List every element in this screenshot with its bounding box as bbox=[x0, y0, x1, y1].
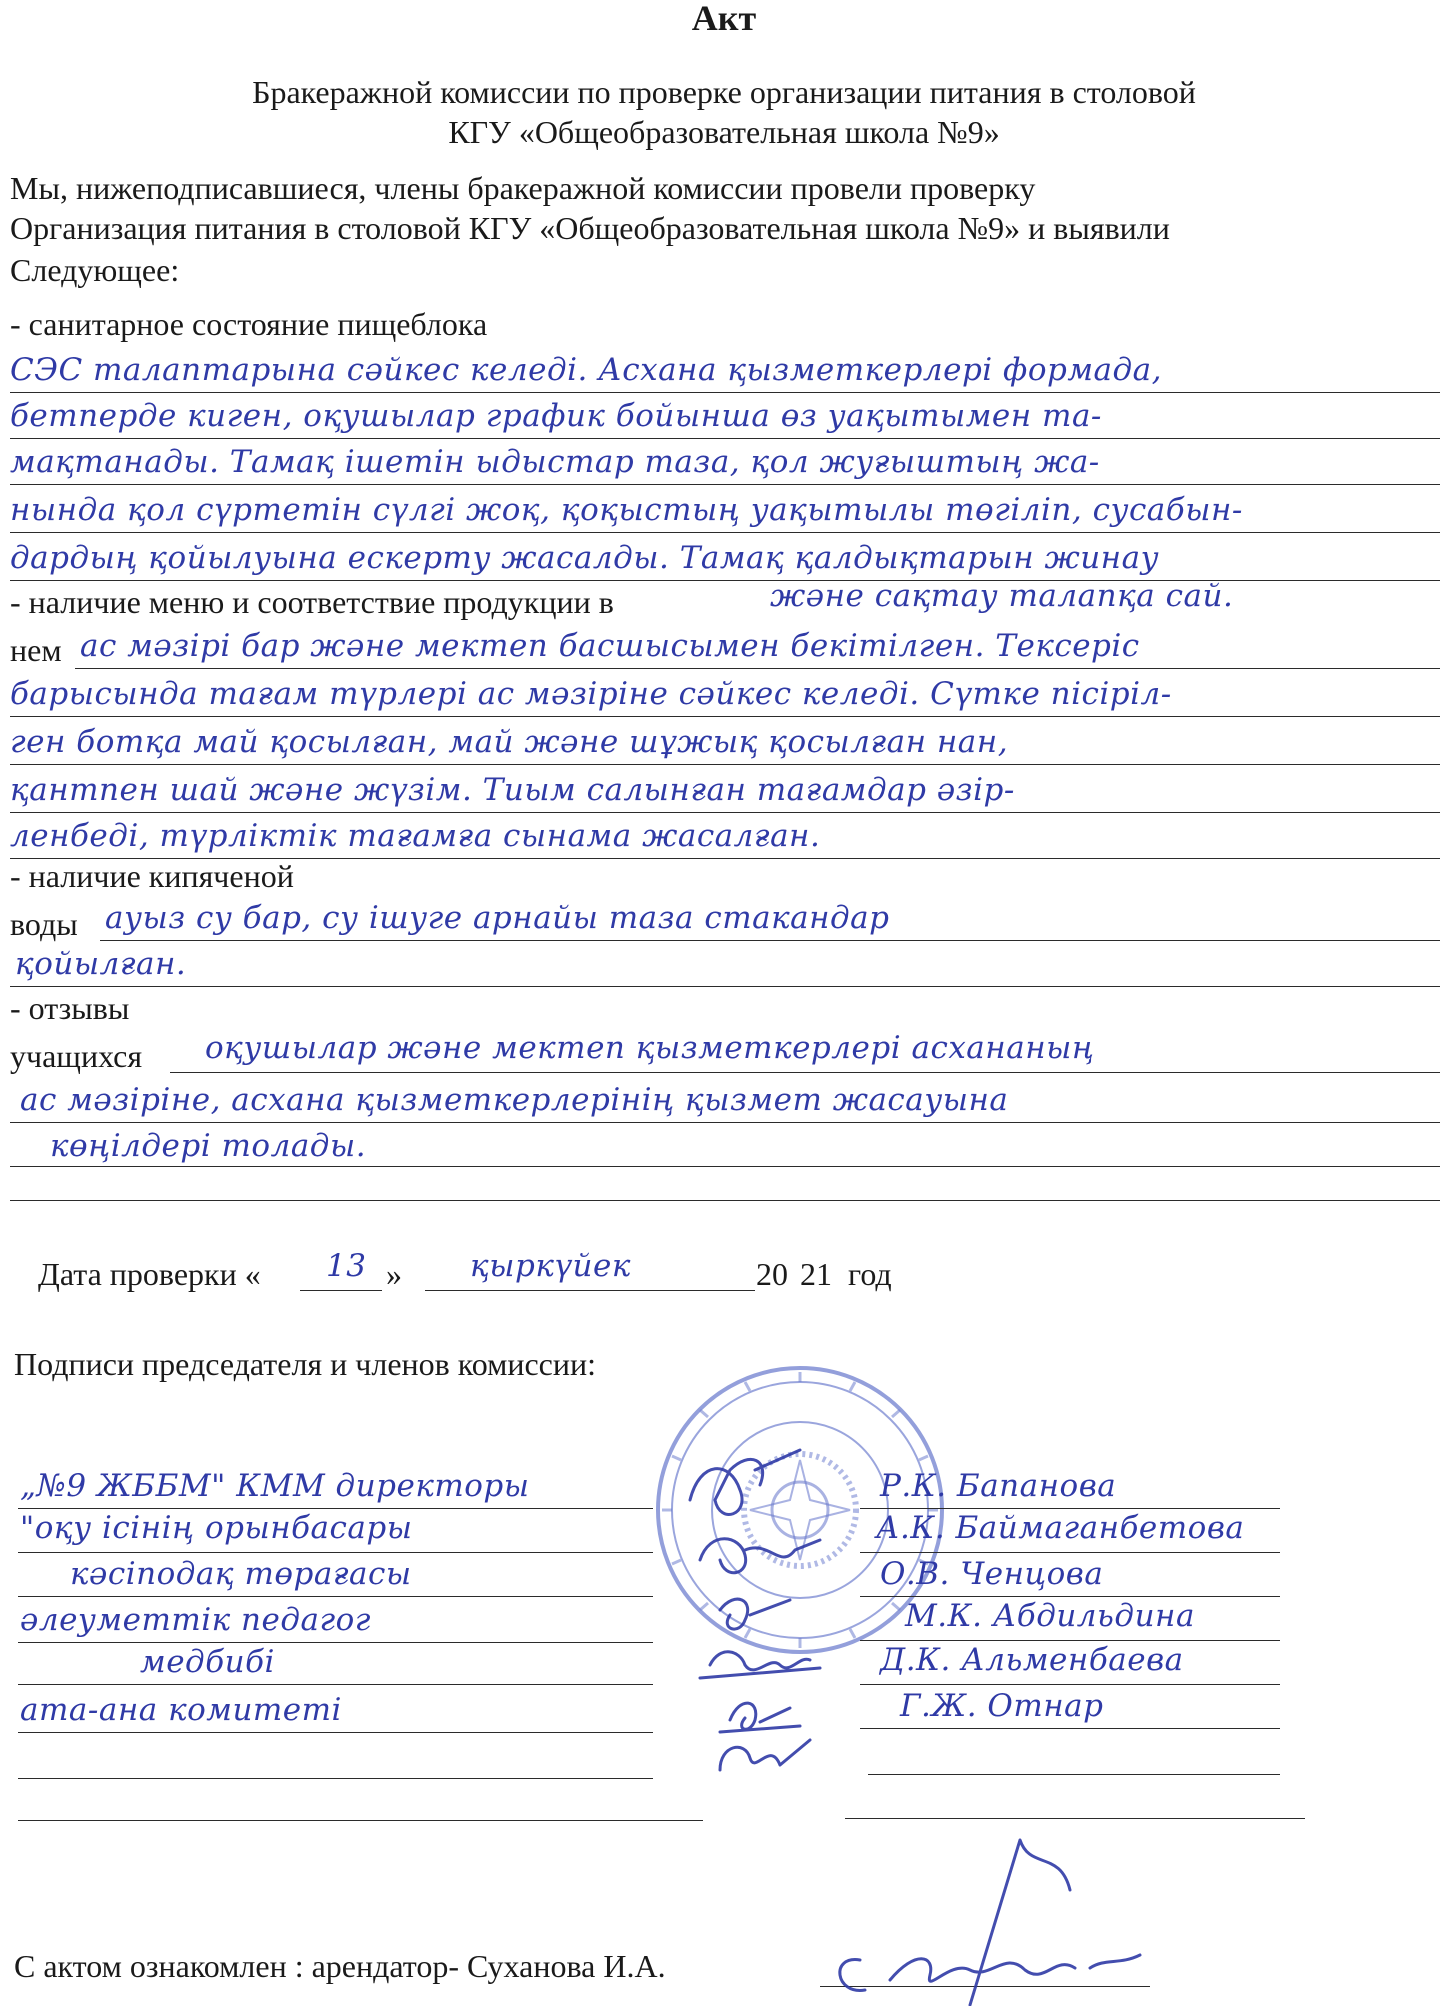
sanitary-rule bbox=[10, 484, 1440, 485]
sanitary-hand-line: СЭС талаптарына сәйкес келеді. Асхана қызметкерлері формада, bbox=[10, 352, 1162, 388]
role-rule bbox=[18, 1596, 653, 1597]
member-signature-marks bbox=[660, 1440, 880, 1780]
name-rule bbox=[868, 1774, 1280, 1775]
feedback-label-cont: учащихся bbox=[10, 1038, 143, 1074]
date-year-prefix: 20 bbox=[756, 1256, 788, 1292]
name-rule bbox=[860, 1552, 1280, 1553]
feedback-hand-line: оқушылар және мектеп қызметкерлері асхананың bbox=[205, 1030, 1095, 1066]
feedback-rule bbox=[10, 1122, 1440, 1123]
signatures-heading: Подписи председателя и членов комиссии: bbox=[14, 1346, 596, 1382]
menu-hand-line: қантпен шай және жүзім. Тиым салынған тағамдар әзір- bbox=[10, 772, 1015, 808]
menu-hand-line: ас мәзірі бар және мектеп басшысымен бекітілген. Тексеріс bbox=[80, 628, 1140, 664]
date-day-rule bbox=[300, 1290, 382, 1291]
water-label-cont: воды bbox=[10, 906, 78, 942]
menu-label: - наличие меню и соответствие продукции в bbox=[10, 584, 614, 620]
member-name: А.К. Баймаганбетова bbox=[876, 1510, 1245, 1546]
name-rule bbox=[860, 1684, 1280, 1685]
act-subtitle-line2: КГУ «Общеобразовательная школа №9» bbox=[448, 114, 1000, 150]
date-close: » bbox=[386, 1256, 402, 1292]
act-subtitle-line1: Бракеражной комиссии по проверке организации питания в столовой bbox=[252, 74, 1196, 110]
role-rule bbox=[18, 1684, 653, 1685]
menu-rule bbox=[10, 812, 1440, 813]
water-rule bbox=[10, 986, 1440, 987]
sanitary-rule bbox=[10, 532, 1440, 533]
member-name: Р.К. Бапанова bbox=[880, 1468, 1117, 1504]
feedback-rule bbox=[170, 1072, 1440, 1073]
role-rule bbox=[18, 1642, 653, 1643]
role-entry: әлеуметтік педагог bbox=[20, 1602, 371, 1638]
role-rule bbox=[18, 1732, 653, 1733]
role-entry: „№9 ЖББМ" КММ директоры bbox=[20, 1468, 530, 1504]
date-year-suffix: 21 bbox=[800, 1256, 832, 1292]
feedback-rule bbox=[10, 1166, 1440, 1167]
feedback-rule bbox=[10, 1200, 1440, 1201]
menu-hand-line: ленбеді, түрліктік тағамға сынама жасалған. bbox=[10, 818, 821, 854]
intro-line3: Следующее: bbox=[10, 252, 180, 288]
role-entry: "оқу ісінің орынбасары bbox=[20, 1510, 413, 1546]
name-rule bbox=[860, 1640, 1280, 1641]
name-rule bbox=[860, 1728, 1280, 1729]
member-name: Г.Ж. Отнар bbox=[900, 1688, 1104, 1724]
acknowledgement-label: С актом ознакомлен : арендатор- Суханова И.А. bbox=[14, 1948, 666, 1984]
date-day: 13 bbox=[326, 1248, 367, 1284]
name-rule bbox=[860, 1508, 1280, 1509]
date-month: қыркүйек bbox=[470, 1248, 631, 1284]
date-label: Дата проверки « bbox=[38, 1256, 261, 1292]
sanitary-label: - санитарное состояние пищеблока bbox=[10, 306, 488, 342]
sanitary-rule bbox=[10, 392, 1440, 393]
menu-rule bbox=[10, 716, 1440, 717]
member-name: М.К. Абдильдина bbox=[905, 1598, 1195, 1634]
sanitary-hand-line: мақтанады. Тамақ ішетін ыдыстар таза, қол жуғыштың жа- bbox=[10, 444, 1100, 480]
menu-label-cont: нем bbox=[10, 632, 62, 668]
date-month-rule bbox=[425, 1290, 755, 1291]
feedback-hand-line: көңілдері толады. bbox=[50, 1128, 367, 1164]
tenant-signature bbox=[820, 1830, 1160, 2006]
intro-line2: Организация питания в столовой КГУ «Общеобразовательная школа №9» и выявили bbox=[10, 210, 1170, 246]
water-rule bbox=[100, 940, 1440, 941]
menu-hand-line: барысында тағам түрлері ас мәзіріне сәйкес келеді. Сүтке пісіріл- bbox=[10, 676, 1172, 712]
water-hand-line: ауыз су бар, су ішуге арнайы таза стакандар bbox=[105, 900, 890, 936]
sanitary-rule bbox=[10, 438, 1440, 439]
role-entry: ата-ана комитеті bbox=[20, 1692, 342, 1728]
menu-hand-line: ген ботқа май қосылған, май және шұжық қосылған нан, bbox=[10, 724, 1009, 760]
role-rule bbox=[18, 1778, 653, 1779]
feedback-hand-line: ас мәзіріне, асхана қызметкерлерінің қызмет жасауына bbox=[20, 1082, 1009, 1118]
role-rule bbox=[18, 1508, 653, 1509]
name-rule bbox=[860, 1596, 1280, 1597]
menu-hand-first: және сақтау талапқа сай. bbox=[770, 578, 1234, 614]
feedback-label: - отзывы bbox=[10, 990, 130, 1026]
sanitary-hand-line: нында қол сүртетін сүлгі жоқ, қоқыстың уақытылы төгіліп, сусабын- bbox=[10, 492, 1243, 528]
member-name: Д.К. Альменбаева bbox=[880, 1642, 1184, 1678]
member-name: О.В. Ченцова bbox=[880, 1556, 1104, 1592]
water-label: - наличие кипяченой bbox=[10, 858, 294, 894]
sanitary-hand-line: дардың қойылуына ескерту жасалды. Тамақ қалдықтарын жинау bbox=[10, 540, 1160, 576]
role-rule bbox=[18, 1820, 703, 1821]
date-year-word: год bbox=[848, 1256, 892, 1292]
water-hand-line: қойылған. bbox=[15, 946, 187, 982]
intro-line1: Мы, нижеподписавшиеся, члены бракеражной комиссии провели проверку bbox=[10, 170, 1036, 206]
role-rule bbox=[18, 1552, 653, 1553]
role-entry: медбибі bbox=[140, 1644, 275, 1680]
sanitary-hand-line: бетперде киген, оқушылар график бойынша өз уақытымен та- bbox=[10, 398, 1102, 434]
act-title: Акт bbox=[691, 0, 757, 38]
menu-rule bbox=[10, 764, 1440, 765]
role-entry: кәсіподақ төрағасы bbox=[70, 1556, 412, 1592]
name-rule bbox=[845, 1818, 1305, 1819]
menu-rule bbox=[75, 668, 1440, 669]
